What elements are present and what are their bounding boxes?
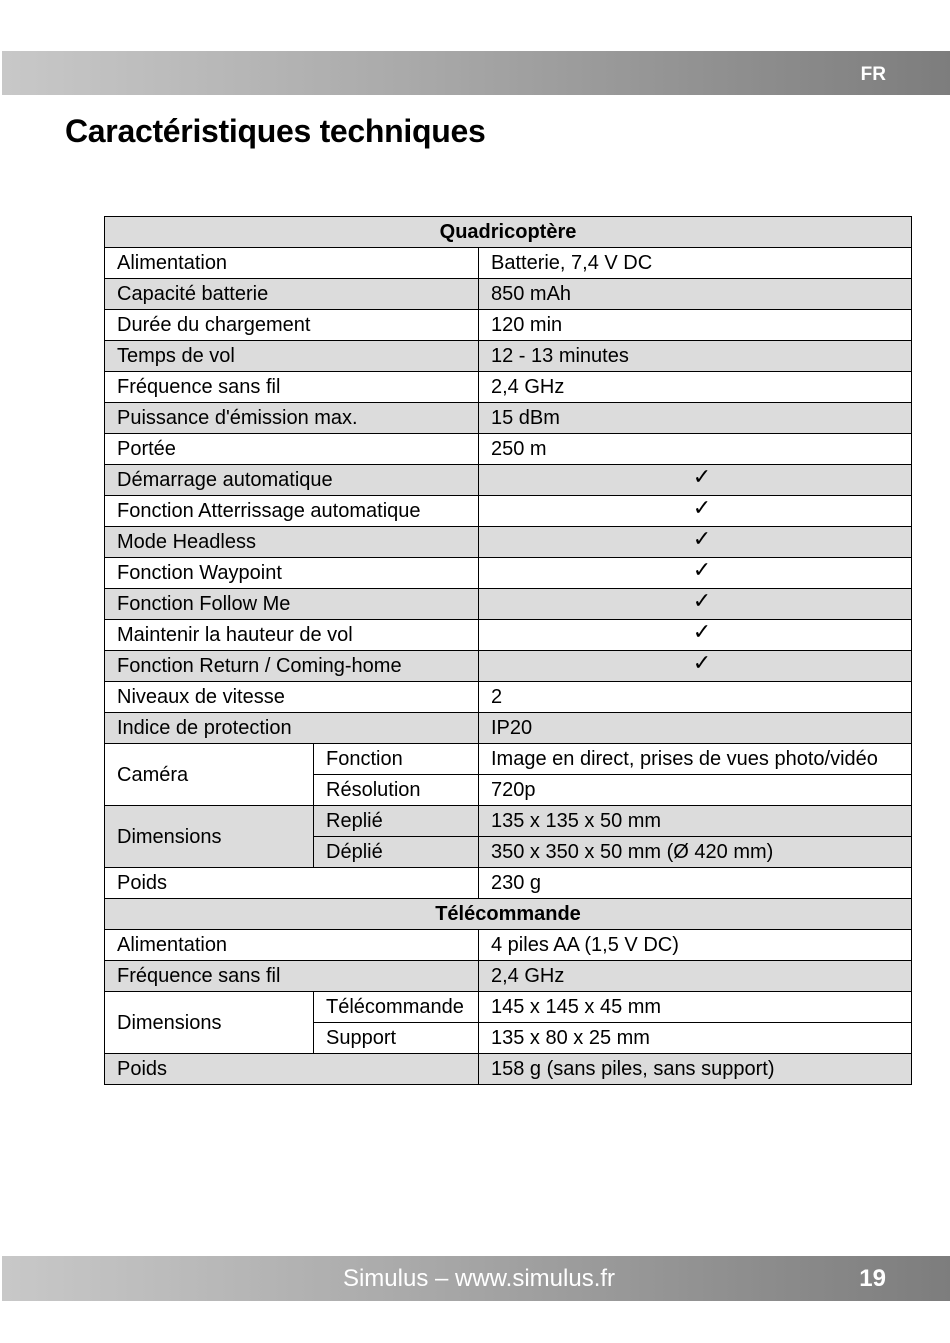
row-value: 720p — [479, 775, 912, 806]
row-label: Fréquence sans fil — [105, 961, 479, 992]
table-row — [105, 558, 912, 589]
table-row — [105, 961, 912, 992]
table-row — [105, 465, 912, 496]
spec-table — [104, 216, 912, 1085]
table-row — [105, 620, 912, 651]
row-label: Puissance d'émission max. — [105, 403, 479, 434]
row-value: Image en direct, prises de vues photo/vidéo — [479, 744, 912, 775]
checkmark-icon: ✓ — [692, 495, 712, 520]
table-row — [105, 1054, 912, 1085]
language-label: FR — [860, 64, 886, 85]
row-label: Alimentation — [105, 248, 479, 279]
row-value: 2,4 GHz — [479, 372, 912, 403]
row-value: 2 — [479, 682, 912, 713]
row-value: 145 x 145 x 45 mm — [479, 992, 912, 1023]
row-label: Portée — [105, 434, 479, 465]
row-label: Temps de vol — [105, 341, 479, 372]
row-value-check — [479, 620, 912, 651]
row-label: Mode Headless — [105, 527, 479, 558]
row-value: 850 mAh — [479, 279, 912, 310]
row-value-check — [479, 496, 912, 527]
row-sublabel: Replié — [314, 806, 479, 837]
row-value-check — [479, 465, 912, 496]
table-row — [105, 372, 912, 403]
row-value: 135 x 80 x 25 mm — [479, 1023, 912, 1054]
table-row — [105, 279, 912, 310]
section-header-row — [105, 899, 912, 930]
row-label: Poids — [105, 1054, 479, 1085]
row-label: Durée du chargement — [105, 310, 479, 341]
section-header-row — [105, 217, 912, 248]
row-label: Maintenir la hauteur de vol — [105, 620, 479, 651]
row-label: Capacité batterie — [105, 279, 479, 310]
row-value: 120 min — [479, 310, 912, 341]
header-bar — [2, 51, 950, 95]
row-label: Fonction Follow Me — [105, 589, 479, 620]
section-header-remote: Télécommande — [105, 899, 912, 930]
row-label: Alimentation — [105, 930, 479, 961]
row-value: Batterie, 7,4 V DC — [479, 248, 912, 279]
row-value: 250 m — [479, 434, 912, 465]
page-number: 19 — [859, 1265, 886, 1292]
row-sublabel: Télécommande — [314, 992, 479, 1023]
row-sublabel: Fonction — [314, 744, 479, 775]
checkmark-icon: ✓ — [692, 557, 712, 582]
row-sublabel: Support — [314, 1023, 479, 1054]
row-label: Indice de protection — [105, 713, 479, 744]
row-label: Démarrage automatique — [105, 465, 479, 496]
row-value: 4 piles AA (1,5 V DC) — [479, 930, 912, 961]
row-label-camera: Caméra — [105, 744, 314, 806]
row-sublabel: Déplié — [314, 837, 479, 868]
section-header-quadcopter: Quadricoptère — [105, 217, 912, 248]
table-row — [105, 713, 912, 744]
table-row — [105, 341, 912, 372]
footer-bar — [2, 1256, 950, 1301]
table-row — [105, 806, 912, 837]
row-label: Niveaux de vitesse — [105, 682, 479, 713]
row-value: 350 x 350 x 50 mm (Ø 420 mm) — [479, 837, 912, 868]
row-value-check — [479, 558, 912, 589]
checkmark-icon: ✓ — [692, 526, 712, 551]
row-label: Fonction Waypoint — [105, 558, 479, 589]
row-label-dimensions: Dimensions — [105, 806, 314, 868]
table-row — [105, 434, 912, 465]
checkmark-icon: ✓ — [692, 650, 712, 675]
row-label: Fréquence sans fil — [105, 372, 479, 403]
table-row — [105, 868, 912, 899]
table-row — [105, 403, 912, 434]
table-row — [105, 589, 912, 620]
checkmark-icon: ✓ — [692, 588, 712, 613]
table-row — [105, 496, 912, 527]
row-label-dimensions: Dimensions — [105, 992, 314, 1054]
row-label: Fonction Atterrissage automatique — [105, 496, 479, 527]
footer-website: Simulus – www.simulus.fr — [342, 1265, 616, 1292]
table-row — [105, 682, 912, 713]
row-value: 158 g (sans piles, sans support) — [479, 1054, 912, 1085]
row-value-check — [479, 527, 912, 558]
checkmark-icon: ✓ — [692, 464, 712, 489]
table-row — [105, 651, 912, 682]
table-row — [105, 744, 912, 775]
table-row — [105, 527, 912, 558]
row-value: 15 dBm — [479, 403, 912, 434]
checkmark-icon: ✓ — [692, 619, 712, 644]
row-value: 2,4 GHz — [479, 961, 912, 992]
table-row — [105, 992, 912, 1023]
row-sublabel: Résolution — [314, 775, 479, 806]
table-row — [105, 930, 912, 961]
row-value: IP20 — [479, 713, 912, 744]
row-value: 230 g — [479, 868, 912, 899]
row-value: 135 x 135 x 50 mm — [479, 806, 912, 837]
page-title: Caractéristiques techniques — [65, 113, 486, 149]
row-label: Fonction Return / Coming-home — [105, 651, 479, 682]
table-row — [105, 248, 912, 279]
table-row — [105, 310, 912, 341]
row-label: Poids — [105, 868, 479, 899]
row-value: 12 - 13 minutes — [479, 341, 912, 372]
row-value-check — [479, 651, 912, 682]
row-value-check — [479, 589, 912, 620]
